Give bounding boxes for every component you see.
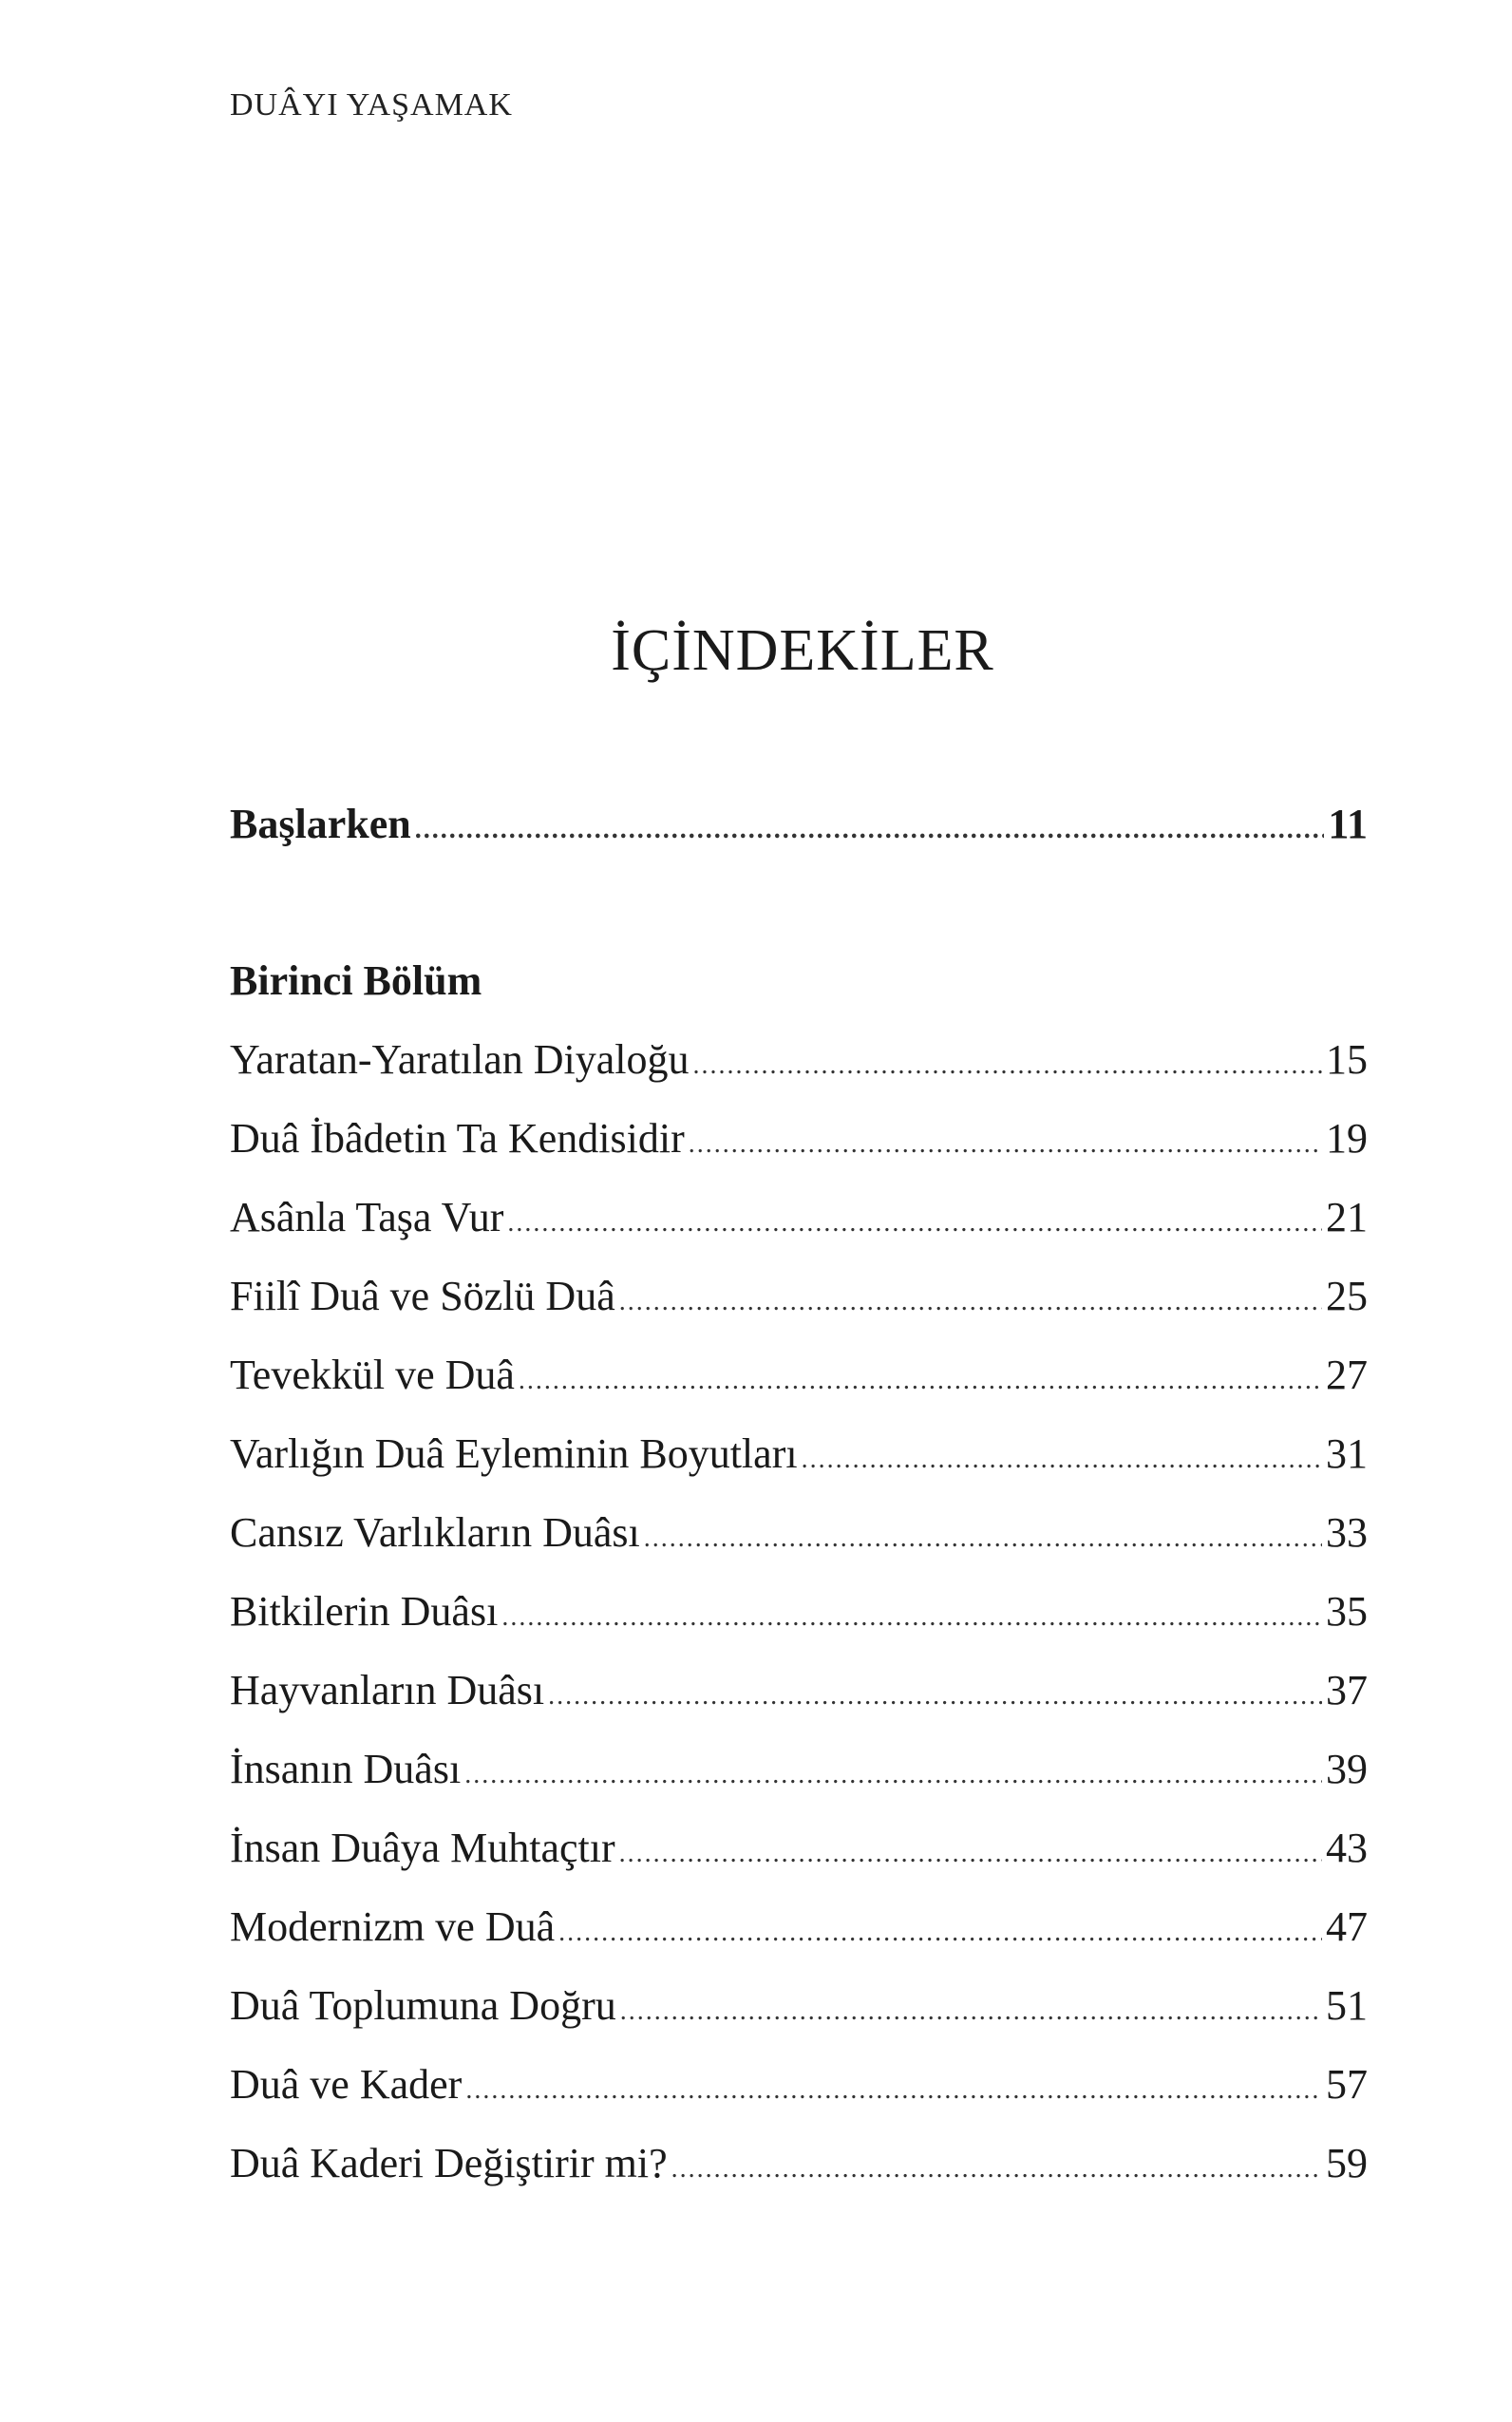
toc-entry[interactable] xyxy=(230,1808,1368,1887)
toc-entry-title: Cansız Varlıkların Duâsı xyxy=(230,1509,640,1556)
toc-entry-title: Asânla Taşa Vur xyxy=(230,1194,504,1240)
toc-entry-page: 59 xyxy=(1326,2140,1368,2186)
toc-entry[interactable] xyxy=(230,1257,1368,1335)
toc-entry-page: 11 xyxy=(1328,801,1368,847)
dot-leader xyxy=(464,1735,1322,1814)
dot-leader xyxy=(689,1105,1322,1183)
dot-leader xyxy=(619,1262,1322,1341)
dot-leader xyxy=(620,1972,1322,2051)
toc-entry-page: 27 xyxy=(1326,1352,1368,1398)
toc-entry[interactable] xyxy=(230,1572,1368,1651)
table-of-contents xyxy=(230,785,1368,2203)
toc-entry-title: Tevekkül ve Duâ xyxy=(230,1352,515,1398)
dot-leader xyxy=(465,2051,1322,2129)
toc-entry-page: 57 xyxy=(1326,2061,1368,2108)
section-heading: Birinci Bölüm xyxy=(230,957,482,1004)
toc-entry[interactable] xyxy=(230,1651,1368,1730)
dot-leader xyxy=(693,1026,1322,1105)
toc-entry-page: 15 xyxy=(1326,1036,1368,1083)
toc-entry[interactable] xyxy=(230,1966,1368,2045)
dot-leader xyxy=(558,1893,1322,1972)
toc-entry-title: Duâ İbâdetin Ta Kendisidir xyxy=(230,1115,685,1162)
toc-entry[interactable] xyxy=(230,1099,1368,1178)
toc-entry-title: İnsan Duâya Muhtaçtır xyxy=(230,1825,615,1871)
toc-entry-page: 31 xyxy=(1326,1430,1368,1477)
toc-entry[interactable] xyxy=(230,1335,1368,1414)
toc-entry-page: 21 xyxy=(1326,1194,1368,1240)
toc-entry[interactable] xyxy=(230,1178,1368,1257)
toc-entry[interactable] xyxy=(230,1414,1368,1493)
dot-leader xyxy=(507,1183,1322,1262)
toc-entry[interactable] xyxy=(230,1493,1368,1572)
toc-entry-page: 39 xyxy=(1326,1746,1368,1792)
toc-entry-title: Fiilî Duâ ve Sözlü Duâ xyxy=(230,1273,615,1319)
toc-entry-title: İnsanın Duâsı xyxy=(230,1746,462,1792)
dot-leader xyxy=(548,1656,1322,1735)
toc-entry-title: Modernizm ve Duâ xyxy=(230,1903,556,1950)
toc-entry-title: Duâ Kaderi Değiştirir mi? xyxy=(230,2140,668,2186)
toc-entry-page: 43 xyxy=(1326,1825,1368,1871)
toc-entry-title: Varlığın Duâ Eyleminin Boyutları xyxy=(230,1430,798,1477)
toc-entry-page: 35 xyxy=(1326,1588,1368,1635)
dot-leader xyxy=(644,1499,1322,1578)
toc-entry-page: 19 xyxy=(1326,1115,1368,1162)
toc-entry-page: 47 xyxy=(1326,1903,1368,1950)
page-title: İÇİNDEKİLER xyxy=(611,618,994,683)
dot-leader xyxy=(415,790,1325,869)
dot-leader xyxy=(619,1814,1322,1893)
toc-entry[interactable] xyxy=(230,1730,1368,1808)
toc-entry-page: 25 xyxy=(1326,1273,1368,1319)
toc-entry[interactable] xyxy=(230,1887,1368,1966)
toc-entry-title: Duâ ve Kader xyxy=(230,2061,463,2108)
toc-entry-title: Duâ Toplumuna Doğru xyxy=(230,1982,616,2029)
toc-entry-title: Başlarken xyxy=(230,801,411,847)
toc-entry-page: 37 xyxy=(1326,1667,1368,1713)
toc-entry-title: Yaratan-Yaratılan Diyaloğu xyxy=(230,1036,690,1083)
toc-entry-page: 33 xyxy=(1326,1509,1368,1556)
toc-entry[interactable] xyxy=(230,2045,1368,2124)
dot-leader xyxy=(519,1341,1322,1420)
running-header: DUÂYI YAŞAMAK xyxy=(230,87,513,123)
dot-leader xyxy=(671,2129,1322,2208)
toc-entry[interactable] xyxy=(230,1020,1368,1099)
toc-entry-page: 51 xyxy=(1326,1982,1368,2029)
toc-entry-intro[interactable] xyxy=(230,785,1368,863)
dot-leader xyxy=(802,1420,1322,1499)
toc-entry-title: Bitkilerin Duâsı xyxy=(230,1588,499,1635)
toc-entry[interactable] xyxy=(230,2124,1368,2203)
dot-leader xyxy=(501,1578,1322,1656)
toc-entry-title: Hayvanların Duâsı xyxy=(230,1667,545,1713)
